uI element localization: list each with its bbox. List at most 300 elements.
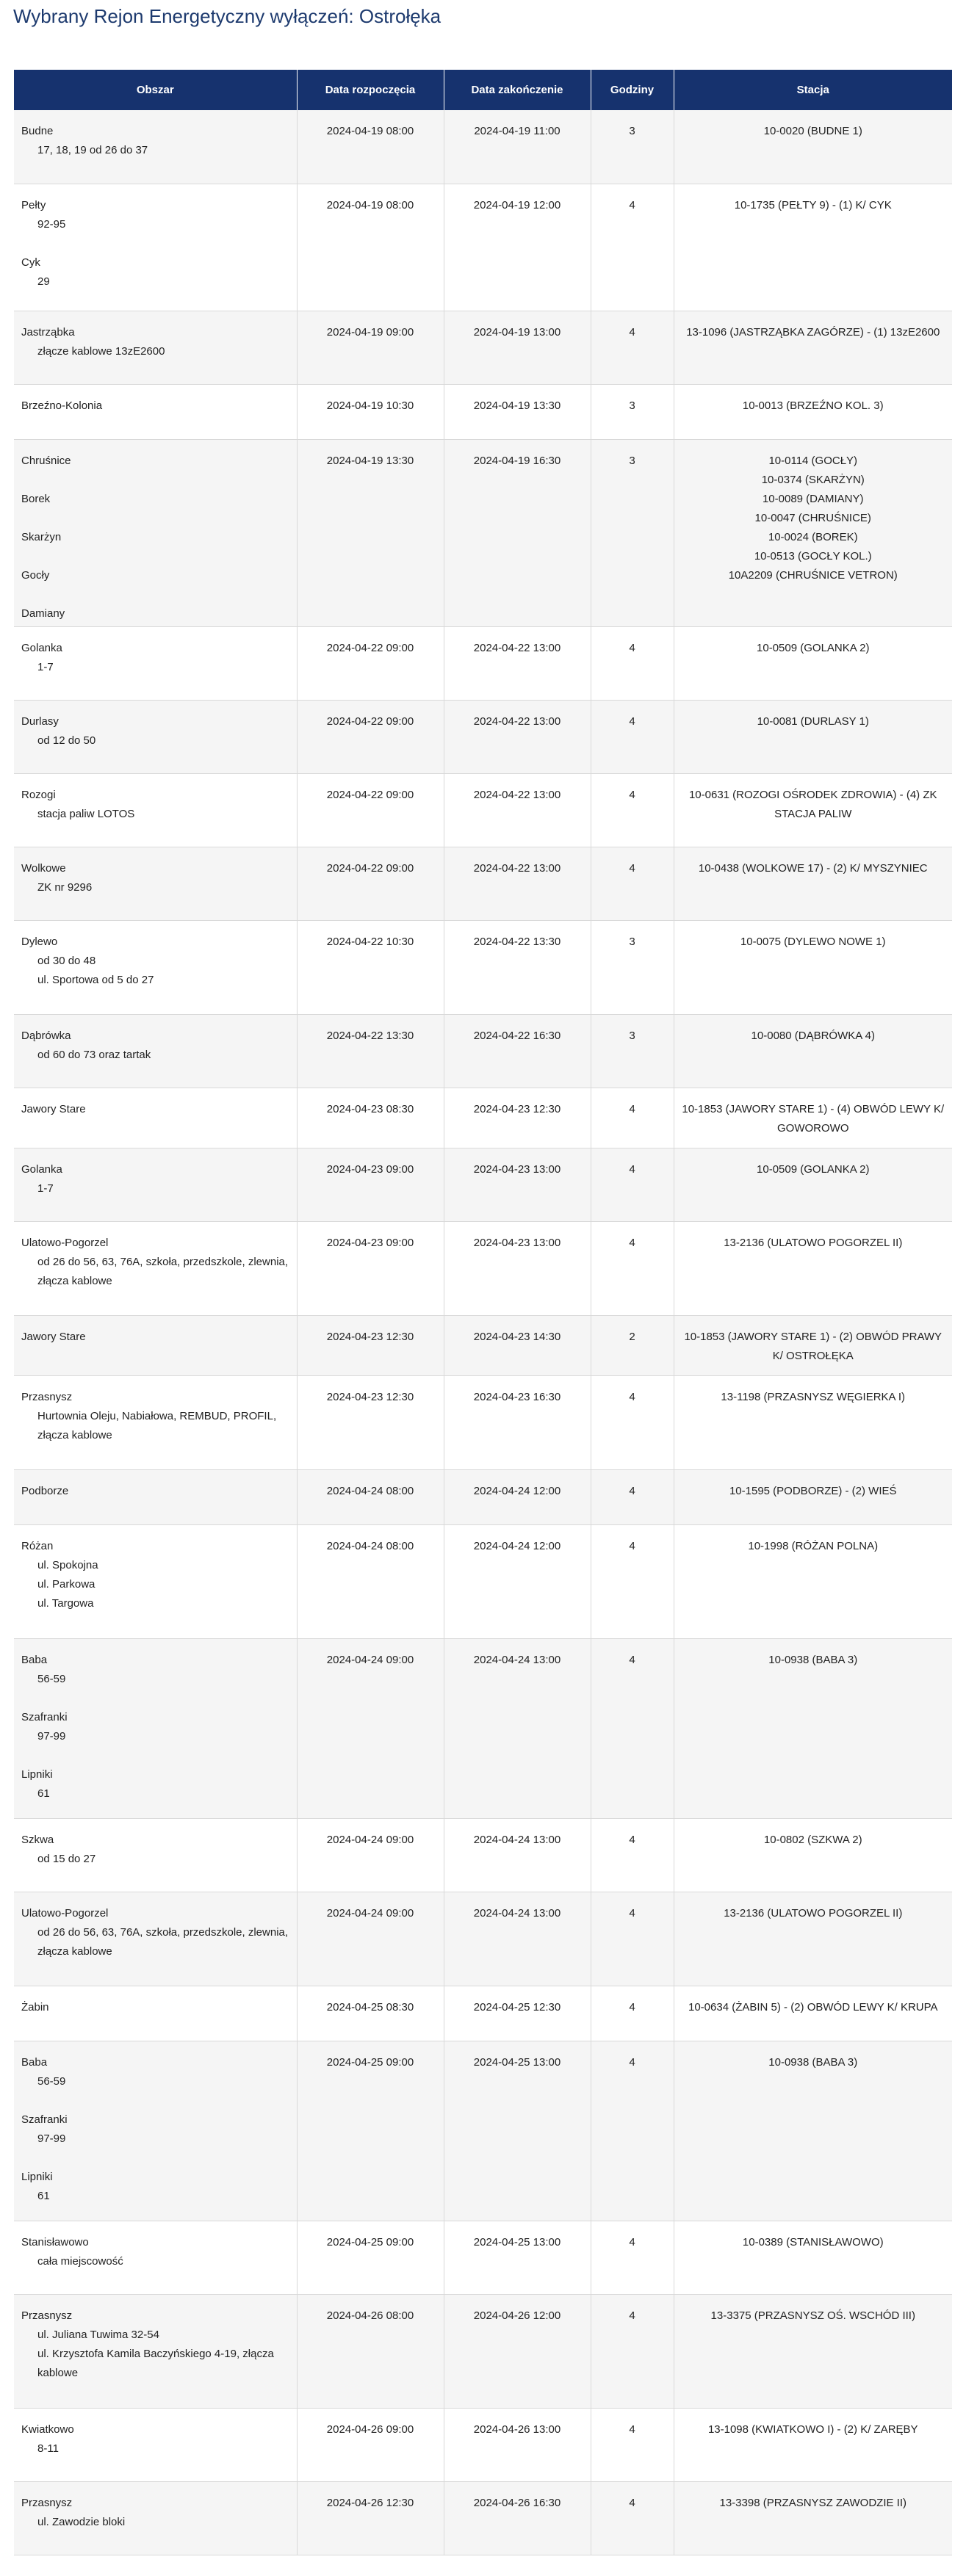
- cell-station: [674, 1524, 952, 1638]
- station-line: 10-0438 (WOLKOWE 17) - (2) K/ MYSZYNIEC: [698, 861, 928, 875]
- area-detail: od 26 do 56, 63, 76A, szkoła, przedszkole, zlewnia, złącza kablowe: [37, 1925, 289, 1958]
- area-detail: cała miejscowość: [37, 2254, 123, 2268]
- station-line: 10-0080 (DĄBRÓWKA 4): [751, 1029, 875, 1042]
- cell-end-date: 2024-04-19 13:30: [444, 384, 591, 439]
- area-name: Gocły: [21, 568, 50, 582]
- cell-station: [674, 1986, 952, 2041]
- cell-area: [14, 2408, 297, 2481]
- cell-hours: 3: [591, 439, 674, 626]
- station-line: 10-0631 (ROZOGI OŚRODEK ZDROWIA) - (4) ZK STACJA PALIW: [688, 788, 937, 820]
- column-header-start-date[interactable]: Data rozpoczęcia: [297, 70, 444, 110]
- table-row: [14, 1375, 952, 1469]
- cell-area: [14, 920, 297, 1014]
- cell-station: [674, 1818, 952, 1892]
- cell-start-date: 2024-04-22 13:30: [297, 1014, 444, 1088]
- area-block: [21, 859, 289, 897]
- area-detail: od 30 do 48: [37, 954, 96, 967]
- area-block: [21, 712, 289, 750]
- column-header-area[interactable]: Obszar: [14, 70, 297, 110]
- area-name: Jawory Stare: [21, 1330, 86, 1343]
- cell-start-date: 2024-04-26 12:30: [297, 2481, 444, 2555]
- table-row: [14, 1892, 952, 1986]
- station-line: 10-1998 (RÓŻAN POLNA): [748, 1539, 879, 1552]
- cell-station: [674, 1892, 952, 1986]
- station-line: 10-0509 (GOLANKA 2): [757, 641, 870, 654]
- area-name: Golanka: [21, 1162, 62, 1176]
- table-row: [14, 1524, 952, 1638]
- cell-start-date: 2024-04-19 13:30: [297, 439, 444, 626]
- station-line: 10-0513 (GOCŁY KOL.): [754, 549, 872, 562]
- cell-area: [14, 1524, 297, 1638]
- area-detail: ul. Targowa: [37, 1596, 94, 1610]
- header-row: [14, 70, 952, 110]
- cell-hours: 4: [591, 1148, 674, 1221]
- cell-hours: 4: [591, 1638, 674, 1818]
- area-detail: 61: [37, 2189, 50, 2202]
- cell-area: [14, 1148, 297, 1221]
- cell-hours: 4: [591, 1221, 674, 1315]
- area-name: Przasnysz: [21, 2309, 73, 2322]
- area-block: [21, 2168, 289, 2206]
- cell-station: [674, 1014, 952, 1088]
- area-block: [21, 2110, 289, 2149]
- table-row: [14, 2408, 952, 2481]
- cell-area: [14, 1088, 297, 1148]
- area-detail: ul. Krzysztofa Kamila Baczyńskiego 4-19, złącza kablowe: [37, 2347, 274, 2379]
- station-line: 10-0075 (DYLEWO NOWE 1): [740, 935, 886, 948]
- area-detail: ZK nr 9296: [37, 880, 93, 894]
- area-name: Przasnysz: [21, 2496, 73, 2509]
- table-row: [14, 2221, 952, 2294]
- area-block: [21, 1831, 289, 1869]
- area-block: [21, 253, 289, 292]
- cell-station: [674, 2408, 952, 2481]
- cell-end-date: 2024-04-19 11:00: [444, 110, 591, 184]
- cell-start-date: 2024-04-22 09:00: [297, 773, 444, 847]
- area-block: [21, 786, 289, 824]
- cell-station: [674, 1221, 952, 1315]
- station-line: 10-0047 (CHRUŚNICE): [754, 511, 871, 524]
- cell-area: [14, 1375, 297, 1469]
- cell-start-date: 2024-04-24 09:00: [297, 1638, 444, 1818]
- area-block: [21, 604, 289, 623]
- station-line: 10-1735 (PEŁTY 9) - (1) K/ CYK: [734, 198, 892, 211]
- cell-end-date: 2024-04-22 13:00: [444, 847, 591, 920]
- area-block: [21, 1100, 289, 1119]
- cell-start-date: 2024-04-23 09:00: [297, 1148, 444, 1221]
- cell-end-date: 2024-04-25 13:00: [444, 2221, 591, 2294]
- area-detail: 61: [37, 1787, 50, 1800]
- area-block: [21, 639, 289, 677]
- area-detail: Hurtownia Oleju, Nabiałowa, REMBUD, PROFIL, złącza kablowe: [37, 1409, 277, 1441]
- station-line: 13-2136 (ULATOWO POGORZEL II): [724, 1906, 903, 1920]
- cell-start-date: 2024-04-19 08:00: [297, 110, 444, 184]
- cell-end-date: 2024-04-23 13:00: [444, 1221, 591, 1315]
- area-name: Różan: [21, 1539, 54, 1552]
- area-name: Damiany: [21, 607, 65, 620]
- cell-end-date: 2024-04-24 13:00: [444, 1638, 591, 1818]
- area-block: [21, 2494, 289, 2532]
- station-line: 10-0089 (DAMIANY): [762, 492, 864, 505]
- area-detail: ul. Juliana Tuwima 32-54: [37, 2328, 159, 2341]
- area-block: [21, 490, 289, 509]
- cell-hours: 4: [591, 1088, 674, 1148]
- cell-hours: 4: [591, 626, 674, 700]
- cell-hours: 2: [591, 1315, 674, 1375]
- area-block: [21, 933, 289, 990]
- cell-station: [674, 1148, 952, 1221]
- cell-station: [674, 439, 952, 626]
- area-name: Budne: [21, 125, 54, 137]
- table-row: [14, 1088, 952, 1148]
- cell-area: [14, 773, 297, 847]
- cell-end-date: 2024-04-22 13:00: [444, 773, 591, 847]
- cell-station: [674, 2221, 952, 2294]
- station-line: 10-1853 (JAWORY STARE 1) - (4) OBWÓD LEWY K/ GOWOROWO: [682, 1102, 945, 1135]
- cell-area: [14, 1469, 297, 1524]
- area-name: Cyk: [21, 256, 40, 269]
- cell-end-date: 2024-04-24 13:00: [444, 1892, 591, 1986]
- cell-area: [14, 2221, 297, 2294]
- table-row: [14, 700, 952, 773]
- cell-hours: 4: [591, 2221, 674, 2294]
- area-name: Rozogi: [21, 788, 56, 801]
- cell-start-date: 2024-04-19 08:00: [297, 184, 444, 311]
- table-header: [14, 70, 952, 110]
- station-line: 13-3398 (PRZASNYSZ ZAWODZIE II): [719, 2496, 906, 2509]
- area-name: Szkwa: [21, 1833, 54, 1846]
- cell-hours: 4: [591, 700, 674, 773]
- area-detail: złącze kablowe 13zE2600: [37, 344, 165, 358]
- area-name: Przasnysz: [21, 1390, 73, 1403]
- cell-station: [674, 1638, 952, 1818]
- outages-table: [14, 70, 952, 2555]
- area-block: [21, 1651, 289, 1689]
- area-detail: 1-7: [37, 660, 54, 673]
- station-line: 10-0389 (STANISŁAWOWO): [742, 2235, 884, 2248]
- cell-start-date: 2024-04-24 09:00: [297, 1818, 444, 1892]
- cell-hours: 4: [591, 1469, 674, 1524]
- cell-end-date: 2024-04-19 16:30: [444, 439, 591, 626]
- cell-start-date: 2024-04-23 08:30: [297, 1088, 444, 1148]
- cell-hours: 3: [591, 920, 674, 1014]
- cell-end-date: 2024-04-19 12:00: [444, 184, 591, 311]
- station-line: 10-0114 (GOCŁY): [768, 454, 858, 467]
- cell-hours: 4: [591, 1375, 674, 1469]
- cell-hours: 4: [591, 1524, 674, 1638]
- table-row: [14, 184, 952, 311]
- cell-hours: 4: [591, 773, 674, 847]
- station-line: 10-0509 (GOLANKA 2): [757, 1162, 870, 1176]
- station-line: 10-0374 (SKARŻYN): [761, 473, 865, 486]
- area-name: Chruśnice: [21, 454, 71, 467]
- cell-area: [14, 2041, 297, 2221]
- area-block: [21, 2420, 289, 2459]
- area-detail: ul. Zawodzie bloki: [37, 2515, 126, 2528]
- station-line: 10A2209 (CHRUŚNICE VETRON): [728, 568, 898, 582]
- area-block: [21, 122, 289, 160]
- page-title: [13, 1, 441, 31]
- area-name: Kwiatkowo: [21, 2423, 74, 2436]
- cell-end-date: 2024-04-19 13:00: [444, 311, 591, 384]
- column-header-station[interactable]: Stacja: [674, 70, 952, 110]
- area-detail: 8-11: [37, 2442, 59, 2455]
- cell-area: [14, 1986, 297, 2041]
- area-block: [21, 528, 289, 547]
- cell-hours: 4: [591, 1818, 674, 1892]
- cell-area: [14, 626, 297, 700]
- area-name: Ulatowo-Pogorzel: [21, 1906, 109, 1920]
- cell-station: [674, 2041, 952, 2221]
- area-name: Szafranki: [21, 2113, 68, 2126]
- cell-end-date: 2024-04-23 12:30: [444, 1088, 591, 1148]
- station-line: 13-1098 (KWIATKOWO I) - (2) K/ ZARĘBY: [707, 2423, 918, 2436]
- area-detail: od 12 do 50: [37, 734, 96, 747]
- table-row: [14, 1148, 952, 1221]
- table-row: [14, 1638, 952, 1818]
- cell-station: [674, 1315, 952, 1375]
- area-name: Podborze: [21, 1484, 69, 1497]
- area-block: [21, 2307, 289, 2383]
- cell-station: [674, 773, 952, 847]
- area-detail: 97-99: [37, 2132, 66, 2145]
- cell-station: [674, 1469, 952, 1524]
- cell-hours: 4: [591, 1986, 674, 2041]
- cell-end-date: 2024-04-23 16:30: [444, 1375, 591, 1469]
- area-detail: stacja paliw LOTOS: [37, 807, 135, 820]
- station-line: 10-0024 (BOREK): [768, 530, 858, 543]
- cell-area: [14, 311, 297, 384]
- cell-station: [674, 384, 952, 439]
- cell-area: [14, 2294, 297, 2408]
- cell-hours: 3: [591, 110, 674, 184]
- area-block: [21, 1765, 289, 1803]
- area-block: [21, 2233, 289, 2271]
- cell-hours: 3: [591, 1014, 674, 1088]
- cell-end-date: 2024-04-23 14:30: [444, 1315, 591, 1375]
- area-name: Durlasy: [21, 714, 59, 728]
- cell-start-date: 2024-04-26 08:00: [297, 2294, 444, 2408]
- cell-start-date: 2024-04-24 08:00: [297, 1469, 444, 1524]
- area-name: Brzeźno-Kolonia: [21, 399, 103, 412]
- area-name: Stanisławowo: [21, 2235, 89, 2248]
- area-detail: 97-99: [37, 1729, 66, 1743]
- cell-station: [674, 920, 952, 1014]
- cell-end-date: 2024-04-26 16:30: [444, 2481, 591, 2555]
- column-header-end-date[interactable]: Data zakończenie: [444, 70, 591, 110]
- table-row: [14, 2294, 952, 2408]
- area-name: Baba: [21, 2055, 48, 2069]
- cell-station: [674, 626, 952, 700]
- cell-area: [14, 700, 297, 773]
- cell-end-date: 2024-04-26 12:00: [444, 2294, 591, 2408]
- table-row: [14, 920, 952, 1014]
- cell-start-date: 2024-04-25 09:00: [297, 2041, 444, 2221]
- cell-hours: 4: [591, 847, 674, 920]
- cell-hours: 4: [591, 2481, 674, 2555]
- cell-start-date: 2024-04-23 12:30: [297, 1315, 444, 1375]
- table-row: [14, 2041, 952, 2221]
- table-row: [14, 311, 952, 384]
- table-body: [14, 110, 952, 2555]
- cell-end-date: 2024-04-25 13:00: [444, 2041, 591, 2221]
- cell-area: [14, 110, 297, 184]
- station-line: 10-1595 (PODBORZE) - (2) WIEŚ: [729, 1484, 897, 1497]
- cell-hours: 4: [591, 184, 674, 311]
- cell-start-date: 2024-04-22 09:00: [297, 847, 444, 920]
- area-name: Lipniki: [21, 1768, 53, 1781]
- table-row: [14, 2481, 952, 2555]
- area-name: Jastrząbka: [21, 325, 75, 339]
- station-line: 10-0081 (DURLASY 1): [757, 714, 869, 728]
- cell-start-date: 2024-04-19 10:30: [297, 384, 444, 439]
- area-detail: od 60 do 73 oraz tartak: [37, 1048, 151, 1061]
- cell-hours: 4: [591, 311, 674, 384]
- station-line: 13-1198 (PRZASNYSZ WĘGIERKA I): [721, 1390, 906, 1403]
- cell-hours: 4: [591, 2408, 674, 2481]
- area-block: [21, 1482, 289, 1501]
- table-row: [14, 439, 952, 626]
- area-block: [21, 566, 289, 585]
- area-detail: 92-95: [37, 217, 66, 231]
- station-line: 13-3375 (PRZASNYSZ OŚ. WSCHÓD III): [710, 2309, 915, 2322]
- cell-end-date: 2024-04-22 16:30: [444, 1014, 591, 1088]
- area-block: [21, 2053, 289, 2091]
- cell-station: [674, 1088, 952, 1148]
- cell-end-date: 2024-04-25 12:30: [444, 1986, 591, 2041]
- area-name: Golanka: [21, 641, 62, 654]
- area-name: Żabin: [21, 2000, 49, 2014]
- table-row: [14, 110, 952, 184]
- area-name: Dąbrówka: [21, 1029, 71, 1042]
- outages-table-container: [14, 70, 952, 2555]
- area-block: [21, 1328, 289, 1347]
- area-detail: 29: [37, 275, 50, 288]
- cell-hours: 4: [591, 2294, 674, 2408]
- area-detail: 56-59: [37, 1672, 66, 1685]
- area-block: [21, 1160, 289, 1198]
- cell-start-date: 2024-04-23 12:30: [297, 1375, 444, 1469]
- cell-start-date: 2024-04-26 09:00: [297, 2408, 444, 2481]
- table-row: [14, 1221, 952, 1315]
- cell-start-date: 2024-04-22 10:30: [297, 920, 444, 1014]
- cell-end-date: 2024-04-22 13:30: [444, 920, 591, 1014]
- cell-area: [14, 847, 297, 920]
- area-name: Pełty: [21, 198, 46, 211]
- cell-station: [674, 184, 952, 311]
- cell-start-date: 2024-04-25 08:30: [297, 1986, 444, 2041]
- table-row: [14, 626, 952, 700]
- table-row: [14, 384, 952, 439]
- cell-station: [674, 110, 952, 184]
- cell-hours: 3: [591, 384, 674, 439]
- table-row: [14, 1469, 952, 1524]
- cell-area: [14, 1315, 297, 1375]
- area-block: [21, 397, 289, 416]
- cell-area: [14, 1014, 297, 1088]
- area-name: Jawory Stare: [21, 1102, 86, 1115]
- cell-end-date: 2024-04-26 13:00: [444, 2408, 591, 2481]
- area-name: Baba: [21, 1653, 48, 1666]
- table-row: [14, 1818, 952, 1892]
- cell-start-date: 2024-04-22 09:00: [297, 626, 444, 700]
- area-block: [21, 1234, 289, 1291]
- cell-start-date: 2024-04-23 09:00: [297, 1221, 444, 1315]
- cell-station: [674, 847, 952, 920]
- cell-area: [14, 1892, 297, 1986]
- area-detail: 1-7: [37, 1182, 54, 1195]
- area-name: Szafranki: [21, 1710, 68, 1723]
- cell-start-date: 2024-04-24 09:00: [297, 1892, 444, 1986]
- area-name: Ulatowo-Pogorzel: [21, 1236, 109, 1249]
- station-line: 10-0020 (BUDNE 1): [763, 125, 862, 137]
- region-name: Ostrołęka: [358, 5, 441, 27]
- area-block: [21, 1027, 289, 1065]
- cell-area: [14, 1221, 297, 1315]
- area-block: [21, 1708, 289, 1746]
- cell-start-date: 2024-04-25 09:00: [297, 2221, 444, 2294]
- area-name: Skarżyn: [21, 530, 62, 543]
- station-line: 10-0938 (BABA 3): [768, 2055, 858, 2069]
- area-detail: ul. Spokojna: [37, 1558, 98, 1571]
- cell-area: [14, 1638, 297, 1818]
- area-block: [21, 1388, 289, 1445]
- area-detail: 17, 18, 19 od 26 do 37: [37, 144, 148, 156]
- station-line: 13-1096 (JASTRZĄBKA ZAGÓRZE) - (1) 13zE2600: [686, 325, 940, 339]
- cell-area: [14, 439, 297, 626]
- area-block: [21, 1998, 289, 2017]
- cell-end-date: 2024-04-24 12:00: [444, 1524, 591, 1638]
- cell-end-date: 2024-04-23 13:00: [444, 1148, 591, 1221]
- cell-station: [674, 311, 952, 384]
- cell-station: [674, 700, 952, 773]
- cell-end-date: 2024-04-24 13:00: [444, 1818, 591, 1892]
- cell-area: [14, 184, 297, 311]
- table-row: [14, 1014, 952, 1088]
- table-row: [14, 1986, 952, 2041]
- station-line: 10-0802 (SZKWA 2): [763, 1833, 862, 1846]
- column-header-hours[interactable]: Godziny: [591, 70, 674, 110]
- area-detail: od 15 do 27: [37, 1852, 96, 1865]
- cell-hours: 4: [591, 2041, 674, 2221]
- cell-hours: 4: [591, 1892, 674, 1986]
- station-line: 10-1853 (JAWORY STARE 1) - (2) OBWÓD PRAWY K/ OSTROŁĘKA: [684, 1330, 942, 1362]
- area-name: Borek: [21, 492, 51, 505]
- cell-end-date: 2024-04-24 12:00: [444, 1469, 591, 1524]
- cell-area: [14, 1818, 297, 1892]
- area-block: [21, 196, 289, 234]
- table-row: [14, 847, 952, 920]
- cell-area: [14, 384, 297, 439]
- cell-station: [674, 1375, 952, 1469]
- area-block: [21, 1537, 289, 1613]
- station-line: 10-0634 (ŻABIN 5) - (2) OBWÓD LEWY K/ KRUPA: [688, 2000, 938, 2014]
- cell-start-date: 2024-04-22 09:00: [297, 700, 444, 773]
- area-detail: ul. Parkowa: [37, 1577, 95, 1591]
- area-block: [21, 323, 289, 361]
- area-name: Dylewo: [21, 935, 58, 948]
- area-detail: 56-59: [37, 2074, 66, 2088]
- cell-end-date: 2024-04-22 13:00: [444, 700, 591, 773]
- area-name: Lipniki: [21, 2170, 53, 2183]
- table-row: [14, 773, 952, 847]
- page-title-prefix: Wybrany Rejon Energetyczny wyłączeń:: [13, 5, 354, 27]
- cell-area: [14, 2481, 297, 2555]
- cell-start-date: 2024-04-19 09:00: [297, 311, 444, 384]
- area-detail: ul. Sportowa od 5 do 27: [37, 973, 154, 986]
- cell-station: [674, 2294, 952, 2408]
- station-line: 10-0938 (BABA 3): [768, 1653, 858, 1666]
